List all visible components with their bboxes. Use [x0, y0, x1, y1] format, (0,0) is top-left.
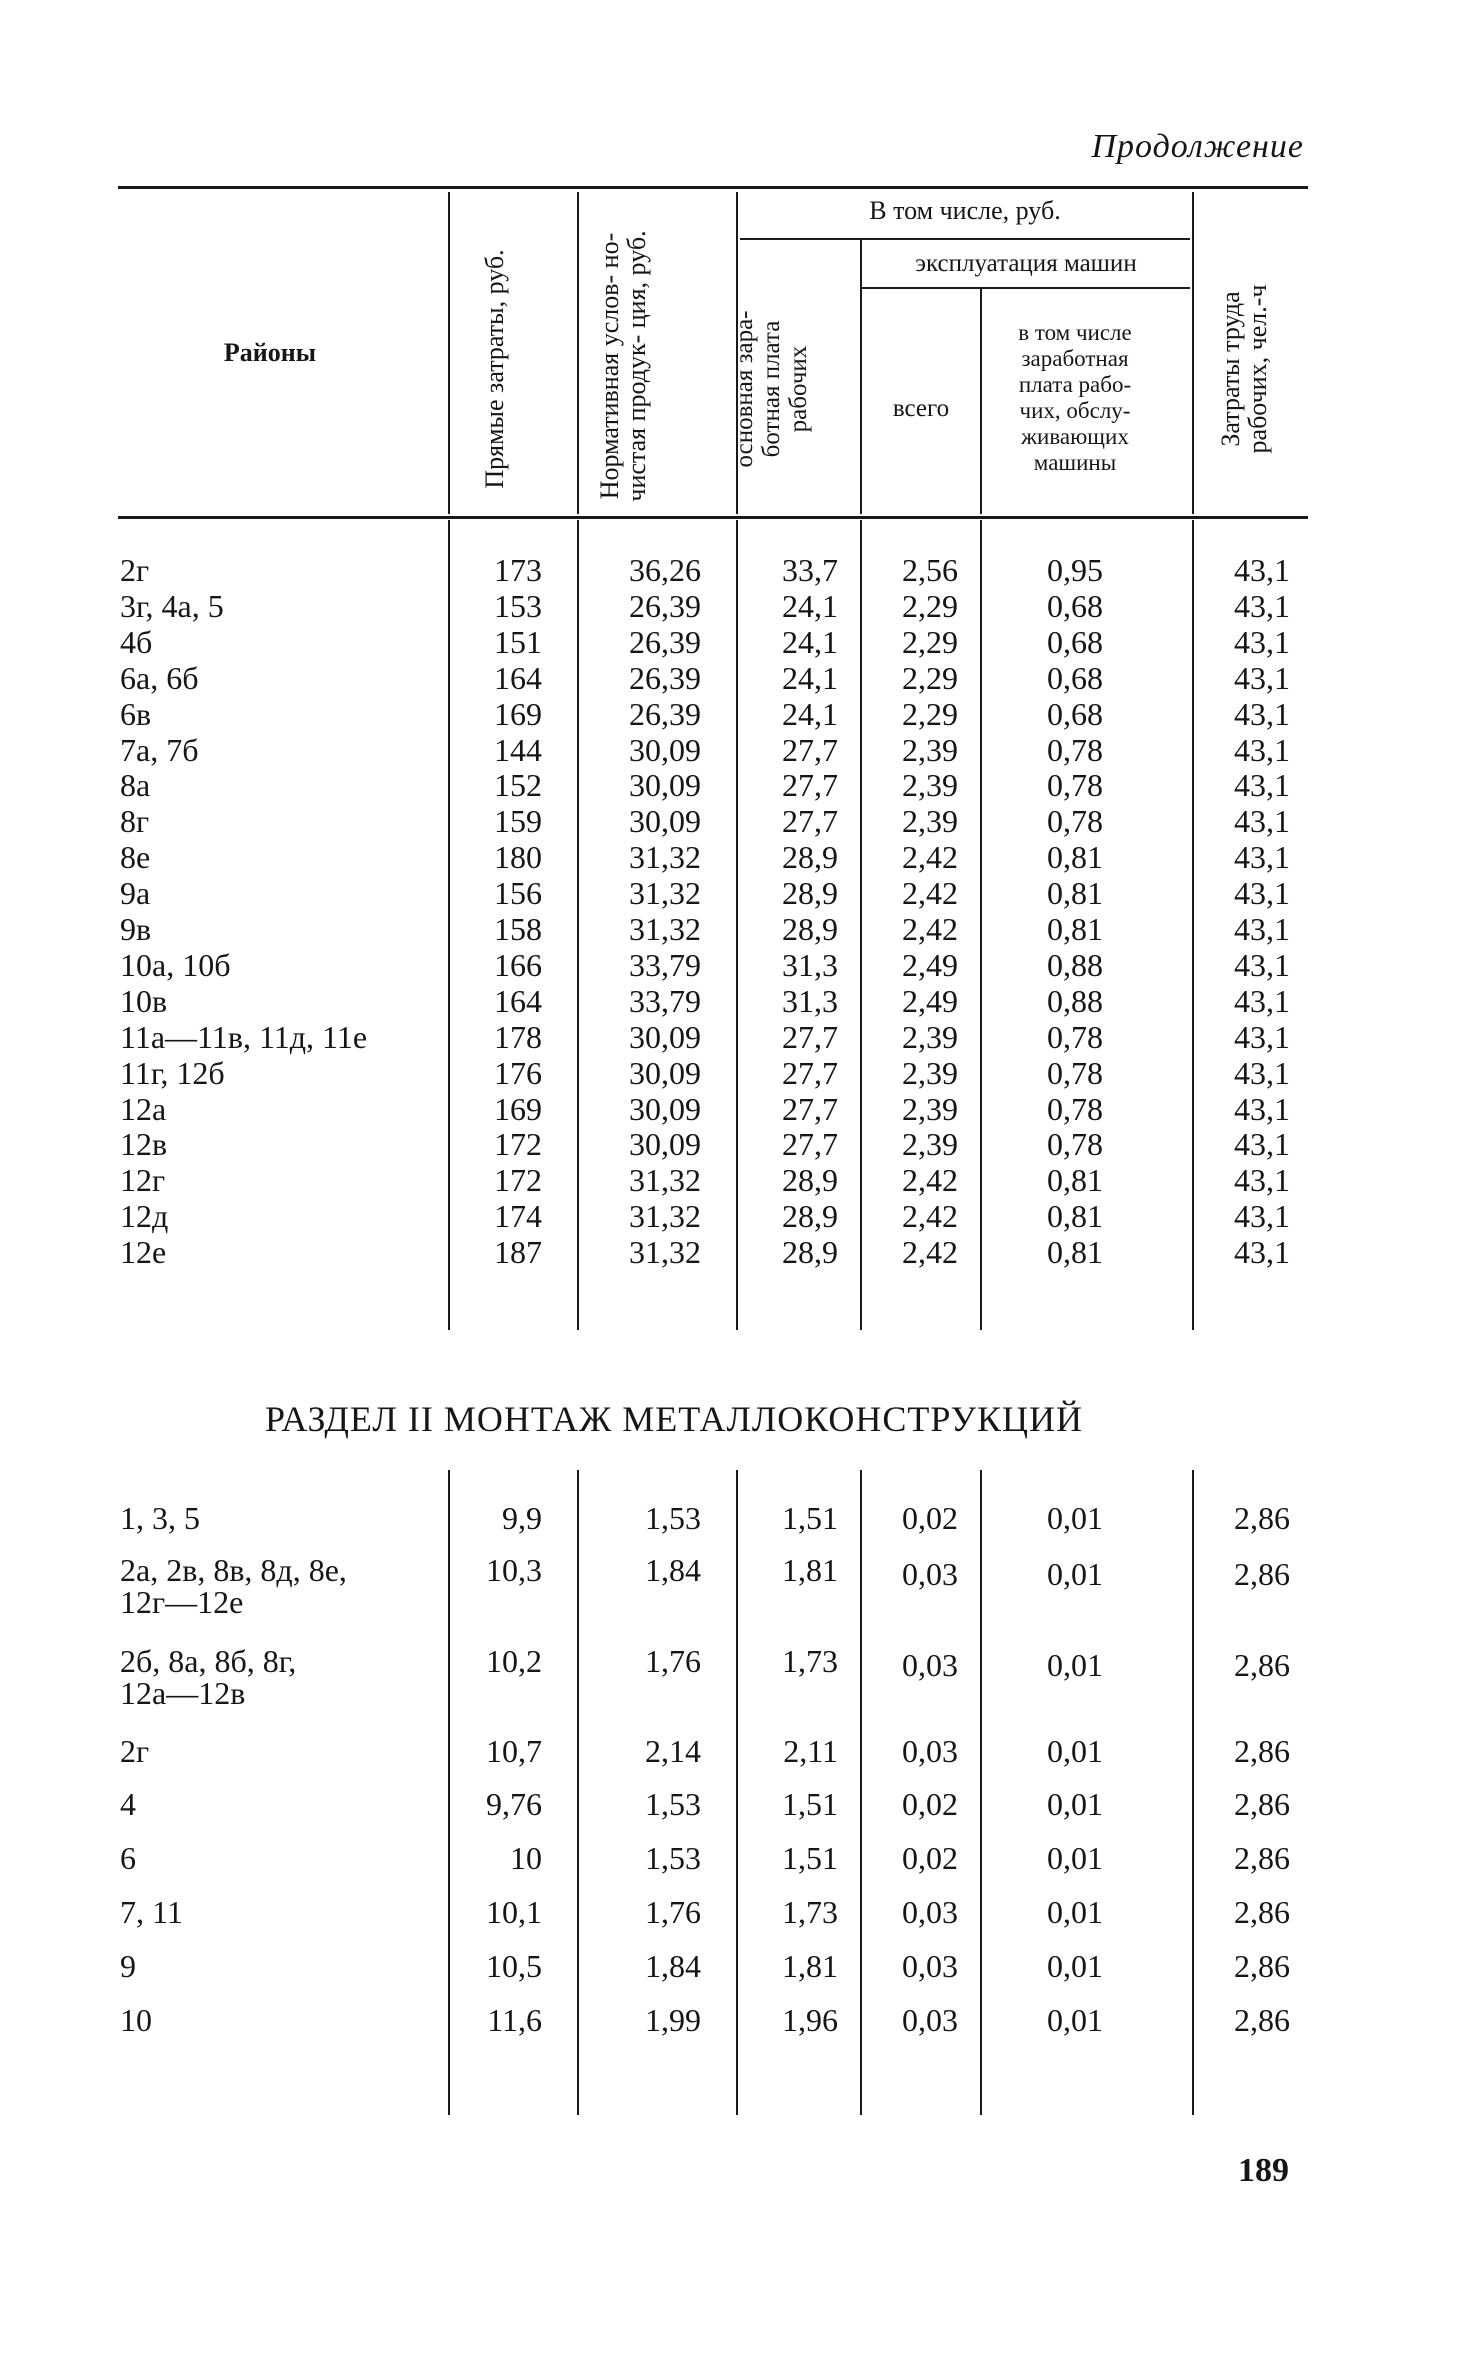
machine-total-cell: 2,29	[902, 588, 958, 624]
normative-product-cell: 31,32	[629, 1234, 701, 1270]
direct-costs-cell: 180	[494, 839, 542, 875]
direct-costs-cell: 10,1	[486, 1894, 542, 1930]
labor-costs-cell: 43,1	[1234, 911, 1290, 947]
direct-costs-cell: 9,76	[486, 1786, 542, 1822]
machine-wage-cell: 0,01	[1047, 1733, 1103, 1769]
district-cell: 4	[120, 1786, 136, 1822]
machine-wage-cell: 0,01	[1047, 1556, 1103, 1592]
machine-wage-cell: 0,78	[1047, 1091, 1103, 1127]
hdr-vline-1	[448, 192, 450, 514]
labor-costs-cell: 43,1	[1234, 552, 1290, 588]
district-cell: 10в	[120, 983, 168, 1019]
normative-product-cell: 33,79	[629, 947, 701, 983]
direct-costs-cell: 173	[494, 552, 542, 588]
direct-costs-cell: 174	[494, 1198, 542, 1234]
district-cell: 3г, 4а, 5	[120, 588, 224, 624]
machine-total-cell: 2,42	[902, 911, 958, 947]
machine-total-cell: 0,02	[902, 1786, 958, 1822]
direct-costs-cell: 156	[494, 875, 542, 911]
labor-costs-cell: 43,1	[1234, 624, 1290, 660]
normative-product-cell: 30,09	[629, 1126, 701, 1162]
labor-costs-cell: 2,86	[1234, 1840, 1290, 1876]
machine-total-cell: 2,49	[902, 947, 958, 983]
machine-total-cell: 2,39	[902, 1091, 958, 1127]
direct-costs-cell: 10,3	[486, 1552, 542, 1588]
machine-total-cell: 2,39	[902, 732, 958, 768]
district-cell: 12г	[120, 1162, 166, 1198]
labor-costs-cell: 43,1	[1234, 1126, 1290, 1162]
machine-wage-cell: 0,01	[1047, 1500, 1103, 1536]
normative-product-cell: 1,53	[645, 1500, 701, 1536]
machine-wage-cell: 0,78	[1047, 1055, 1103, 1091]
hdr-vline-4	[860, 240, 862, 514]
base-wage-cell: 1,51	[782, 1786, 838, 1822]
labor-costs-cell: 2,86	[1234, 2002, 1290, 2038]
header-normative-product: Нормативная услов- но-чистая продук- ция, руб.	[595, 230, 651, 502]
machine-wage-cell: 0,01	[1047, 1840, 1103, 1876]
machine-wage-cell: 0,68	[1047, 588, 1103, 624]
base-wage-cell: 1,73	[782, 1643, 838, 1679]
base-wage-cell: 31,3	[782, 983, 838, 1019]
labor-costs-cell: 43,1	[1234, 947, 1290, 983]
district-cell: 10а, 10б	[120, 947, 231, 983]
subheader-rule-machines	[862, 287, 1190, 289]
normative-product-cell: 31,32	[629, 1198, 701, 1234]
machine-total-cell: 0,03	[902, 1556, 958, 1592]
machine-total-cell: 2,39	[902, 767, 958, 803]
base-wage-cell: 24,1	[782, 624, 838, 660]
normative-product-cell: 36,26	[629, 552, 701, 588]
machine-wage-cell: 0,01	[1047, 1894, 1103, 1930]
direct-costs-cell: 187	[494, 1234, 542, 1270]
district-cell: 12а	[120, 1091, 167, 1127]
labor-costs-cell: 43,1	[1234, 1019, 1290, 1055]
base-wage-cell: 33,7	[782, 552, 838, 588]
labor-costs-cell: 43,1	[1234, 1198, 1290, 1234]
machine-wage-cell: 0,81	[1047, 1234, 1103, 1270]
machine-total-cell: 2,39	[902, 1055, 958, 1091]
direct-costs-cell: 9,9	[502, 1500, 542, 1536]
labor-costs-cell: 43,1	[1234, 983, 1290, 1019]
district-cell: 12д	[120, 1198, 169, 1234]
machine-total-cell: 2,39	[902, 803, 958, 839]
labor-costs-cell: 43,1	[1234, 767, 1290, 803]
direct-costs-cell: 10	[510, 1840, 542, 1876]
machine-wage-cell: 0,78	[1047, 732, 1103, 768]
normative-product-cell: 1,84	[645, 1552, 701, 1588]
labor-costs-cell: 2,86	[1234, 1647, 1290, 1683]
base-wage-cell: 28,9	[782, 1162, 838, 1198]
district-cell: 6в	[120, 696, 152, 732]
machine-total-cell: 2,49	[902, 983, 958, 1019]
district-cell: 7, 11	[120, 1894, 183, 1930]
base-wage-cell: 2,11	[783, 1733, 838, 1769]
normative-product-cell: 1,84	[645, 1948, 701, 1984]
machine-wage-cell: 0,81	[1047, 911, 1103, 947]
base-wage-cell: 27,7	[782, 732, 838, 768]
base-wage-cell: 27,7	[782, 767, 838, 803]
normative-product-cell: 33,79	[629, 983, 701, 1019]
district-cell: 6	[120, 1840, 136, 1876]
direct-costs-cell: 166	[494, 947, 542, 983]
direct-costs-cell: 151	[494, 624, 542, 660]
district-cell: 12в	[120, 1126, 168, 1162]
section-title: РАЗДЕЛ II МОНТАЖ МЕТАЛЛОКОНСТРУКЦИЙ	[265, 1399, 1084, 1439]
base-wage-cell: 1,73	[782, 1894, 838, 1930]
district-cell: 2г	[120, 552, 150, 588]
header-districts: Районы	[223, 338, 317, 367]
subheader-rule-including	[740, 238, 1190, 240]
machine-total-cell: 2,39	[902, 1019, 958, 1055]
machine-total-cell: 2,29	[902, 660, 958, 696]
machine-wage-cell: 0,68	[1047, 696, 1103, 732]
machine-wage-cell: 0,95	[1047, 552, 1103, 588]
district-cell: 12е	[120, 1234, 167, 1270]
machine-wage-cell: 0,78	[1047, 1126, 1103, 1162]
labor-costs-cell: 43,1	[1234, 803, 1290, 839]
labor-costs-cell: 43,1	[1234, 696, 1290, 732]
normative-product-cell: 1,76	[645, 1894, 701, 1930]
normative-product-cell: 30,09	[629, 1019, 701, 1055]
base-wage-cell: 1,51	[782, 1500, 838, 1536]
base-wage-cell: 28,9	[782, 875, 838, 911]
direct-costs-cell: 164	[494, 660, 542, 696]
header-total: всего	[892, 395, 950, 422]
normative-product-cell: 30,09	[629, 1055, 701, 1091]
machine-wage-cell: 0,81	[1047, 839, 1103, 875]
normative-product-cell: 2,14	[645, 1733, 701, 1769]
machine-total-cell: 2,29	[902, 696, 958, 732]
labor-costs-cell: 43,1	[1234, 839, 1290, 875]
base-wage-cell: 24,1	[782, 660, 838, 696]
normative-product-cell: 26,39	[629, 696, 701, 732]
header-including-wage: в том числе заработная плата рабо- чих, обслу- живающих машины	[1018, 320, 1132, 475]
base-wage-cell: 1,81	[782, 1552, 838, 1588]
base-wage-cell: 1,96	[782, 2002, 838, 2038]
normative-product-cell: 31,32	[629, 839, 701, 875]
district-cell: 2б, 8а, 8б, 8г,	[120, 1643, 297, 1679]
machine-wage-cell: 0,78	[1047, 1019, 1103, 1055]
district-cell: 4б	[120, 624, 153, 660]
base-wage-cell: 1,51	[782, 1840, 838, 1876]
district-cell: 9в	[120, 911, 152, 947]
base-wage-cell: 28,9	[782, 1198, 838, 1234]
page-number: 189	[1238, 2152, 1289, 2189]
base-wage-cell: 24,1	[782, 588, 838, 624]
district-cell-line2: 12а—12в	[120, 1675, 246, 1711]
district-cell-line2: 12г—12е	[120, 1584, 244, 1620]
machine-wage-cell: 0,68	[1047, 624, 1103, 660]
direct-costs-cell: 169	[494, 696, 542, 732]
base-wage-cell: 28,9	[782, 839, 838, 875]
machine-total-cell: 0,03	[902, 1647, 958, 1683]
direct-costs-cell: 153	[494, 588, 542, 624]
base-wage-cell: 27,7	[782, 1126, 838, 1162]
normative-product-cell: 30,09	[629, 803, 701, 839]
header-machine-operation: эксплуатация машин	[915, 250, 1137, 277]
machine-wage-cell: 0,88	[1047, 947, 1103, 983]
machine-total-cell: 2,42	[902, 1234, 958, 1270]
labor-costs-cell: 2,86	[1234, 1733, 1290, 1769]
machine-total-cell: 0,03	[902, 1948, 958, 1984]
labor-costs-cell: 43,1	[1234, 732, 1290, 768]
normative-product-cell: 26,39	[629, 588, 701, 624]
normative-product-cell: 1,53	[645, 1840, 701, 1876]
machine-wage-cell: 0,01	[1047, 2002, 1103, 2038]
direct-costs-cell: 178	[494, 1019, 542, 1055]
normative-product-cell: 26,39	[629, 660, 701, 696]
district-cell: 9а	[120, 875, 151, 911]
normative-product-cell: 30,09	[629, 732, 701, 768]
normative-product-cell: 30,09	[629, 767, 701, 803]
direct-costs-cell: 176	[494, 1055, 542, 1091]
header-labor-costs: Затраты труда рабочих, чел.-ч	[1216, 284, 1272, 454]
base-wage-cell: 1,81	[782, 1948, 838, 1984]
continuation-label: Продолжение	[1091, 128, 1304, 165]
base-wage-cell: 31,3	[782, 947, 838, 983]
direct-costs-cell: 158	[494, 911, 542, 947]
labor-costs-cell: 43,1	[1234, 1234, 1290, 1270]
district-cell: 8г	[120, 803, 150, 839]
labor-costs-cell: 2,86	[1234, 1894, 1290, 1930]
base-wage-cell: 27,7	[782, 1019, 838, 1055]
labor-costs-cell: 43,1	[1234, 875, 1290, 911]
labor-costs-cell: 2,86	[1234, 1556, 1290, 1592]
machine-wage-cell: 0,01	[1047, 1786, 1103, 1822]
base-wage-cell: 27,7	[782, 1055, 838, 1091]
labor-costs-cell: 43,1	[1234, 1162, 1290, 1198]
labor-costs-cell: 43,1	[1234, 588, 1290, 624]
district-cell: 7а, 7б	[120, 732, 199, 768]
base-wage-cell: 28,9	[782, 911, 838, 947]
hdr-vline-5	[980, 289, 982, 514]
machine-total-cell: 2,29	[902, 624, 958, 660]
hdr-vline-6	[1192, 192, 1194, 514]
machine-wage-cell: 0,81	[1047, 875, 1103, 911]
district-cell: 8е	[120, 839, 151, 875]
district-cell: 9	[120, 1948, 136, 1984]
base-wage-cell: 28,9	[782, 1234, 838, 1270]
machine-total-cell: 0,03	[902, 1894, 958, 1930]
district-cell: 2г	[120, 1733, 150, 1769]
labor-costs-cell: 43,1	[1234, 1055, 1290, 1091]
normative-product-cell: 31,32	[629, 911, 701, 947]
machine-total-cell: 2,42	[902, 1198, 958, 1234]
direct-costs-cell: 159	[494, 803, 542, 839]
direct-costs-cell: 11,6	[487, 2002, 542, 2038]
normative-product-cell: 1,53	[645, 1786, 701, 1822]
labor-costs-cell: 43,1	[1234, 1091, 1290, 1127]
machine-total-cell: 2,42	[902, 1162, 958, 1198]
machine-wage-cell: 0,68	[1047, 660, 1103, 696]
district-cell: 2а, 2в, 8в, 8д, 8е,	[120, 1552, 347, 1588]
labor-costs-cell: 2,86	[1234, 1500, 1290, 1536]
machine-wage-cell: 0,81	[1047, 1162, 1103, 1198]
labor-costs-cell: 2,86	[1234, 1948, 1290, 1984]
header-top-rule	[118, 186, 1308, 189]
machine-wage-cell: 0,78	[1047, 803, 1103, 839]
header-base-wage: основная зара- ботная плата рабочих	[731, 310, 812, 468]
base-wage-cell: 27,7	[782, 803, 838, 839]
district-cell: 11г, 12б	[120, 1055, 225, 1091]
machine-wage-cell: 0,01	[1047, 1948, 1103, 1984]
labor-costs-cell: 2,86	[1234, 1786, 1290, 1822]
machine-wage-cell: 0,01	[1047, 1647, 1103, 1683]
machine-total-cell: 0,03	[902, 1733, 958, 1769]
machine-wage-cell: 0,78	[1047, 767, 1103, 803]
normative-product-cell: 31,32	[629, 1162, 701, 1198]
direct-costs-cell: 10,2	[486, 1643, 542, 1679]
direct-costs-cell: 172	[494, 1162, 542, 1198]
header-bottom-rule	[118, 516, 1308, 519]
machine-total-cell: 0,02	[902, 1500, 958, 1536]
district-cell: 8а	[120, 767, 151, 803]
district-cell: 1, 3, 5	[120, 1500, 200, 1536]
normative-product-cell: 30,09	[629, 1091, 701, 1127]
machine-total-cell: 2,56	[902, 552, 958, 588]
machine-total-cell: 0,03	[902, 2002, 958, 2038]
district-cell: 6а, 6б	[120, 660, 199, 696]
normative-product-cell: 1,99	[645, 2002, 701, 2038]
normative-product-cell: 26,39	[629, 624, 701, 660]
direct-costs-cell: 164	[494, 983, 542, 1019]
base-wage-cell: 24,1	[782, 696, 838, 732]
header-direct-costs: Прямые затраты, руб.	[480, 249, 509, 489]
machine-total-cell: 2,42	[902, 875, 958, 911]
machine-total-cell: 2,39	[902, 1126, 958, 1162]
base-wage-cell: 27,7	[782, 1091, 838, 1127]
normative-product-cell: 31,32	[629, 875, 701, 911]
normative-product-cell: 1,76	[645, 1643, 701, 1679]
direct-costs-cell: 144	[494, 732, 542, 768]
district-cell: 11а—11в, 11д, 11е	[120, 1019, 368, 1055]
header-including-rub: В том числе, руб.	[869, 196, 1061, 225]
direct-costs-cell: 10,5	[486, 1948, 542, 1984]
direct-costs-cell: 10,7	[486, 1733, 542, 1769]
direct-costs-cell: 172	[494, 1126, 542, 1162]
machine-wage-cell: 0,81	[1047, 1198, 1103, 1234]
district-cell: 10	[120, 2002, 152, 2038]
labor-costs-cell: 43,1	[1234, 660, 1290, 696]
machine-total-cell: 2,42	[902, 839, 958, 875]
hdr-vline-2	[577, 192, 579, 514]
direct-costs-cell: 169	[494, 1091, 542, 1127]
machine-total-cell: 0,02	[902, 1840, 958, 1876]
direct-costs-cell: 152	[494, 767, 542, 803]
machine-wage-cell: 0,88	[1047, 983, 1103, 1019]
